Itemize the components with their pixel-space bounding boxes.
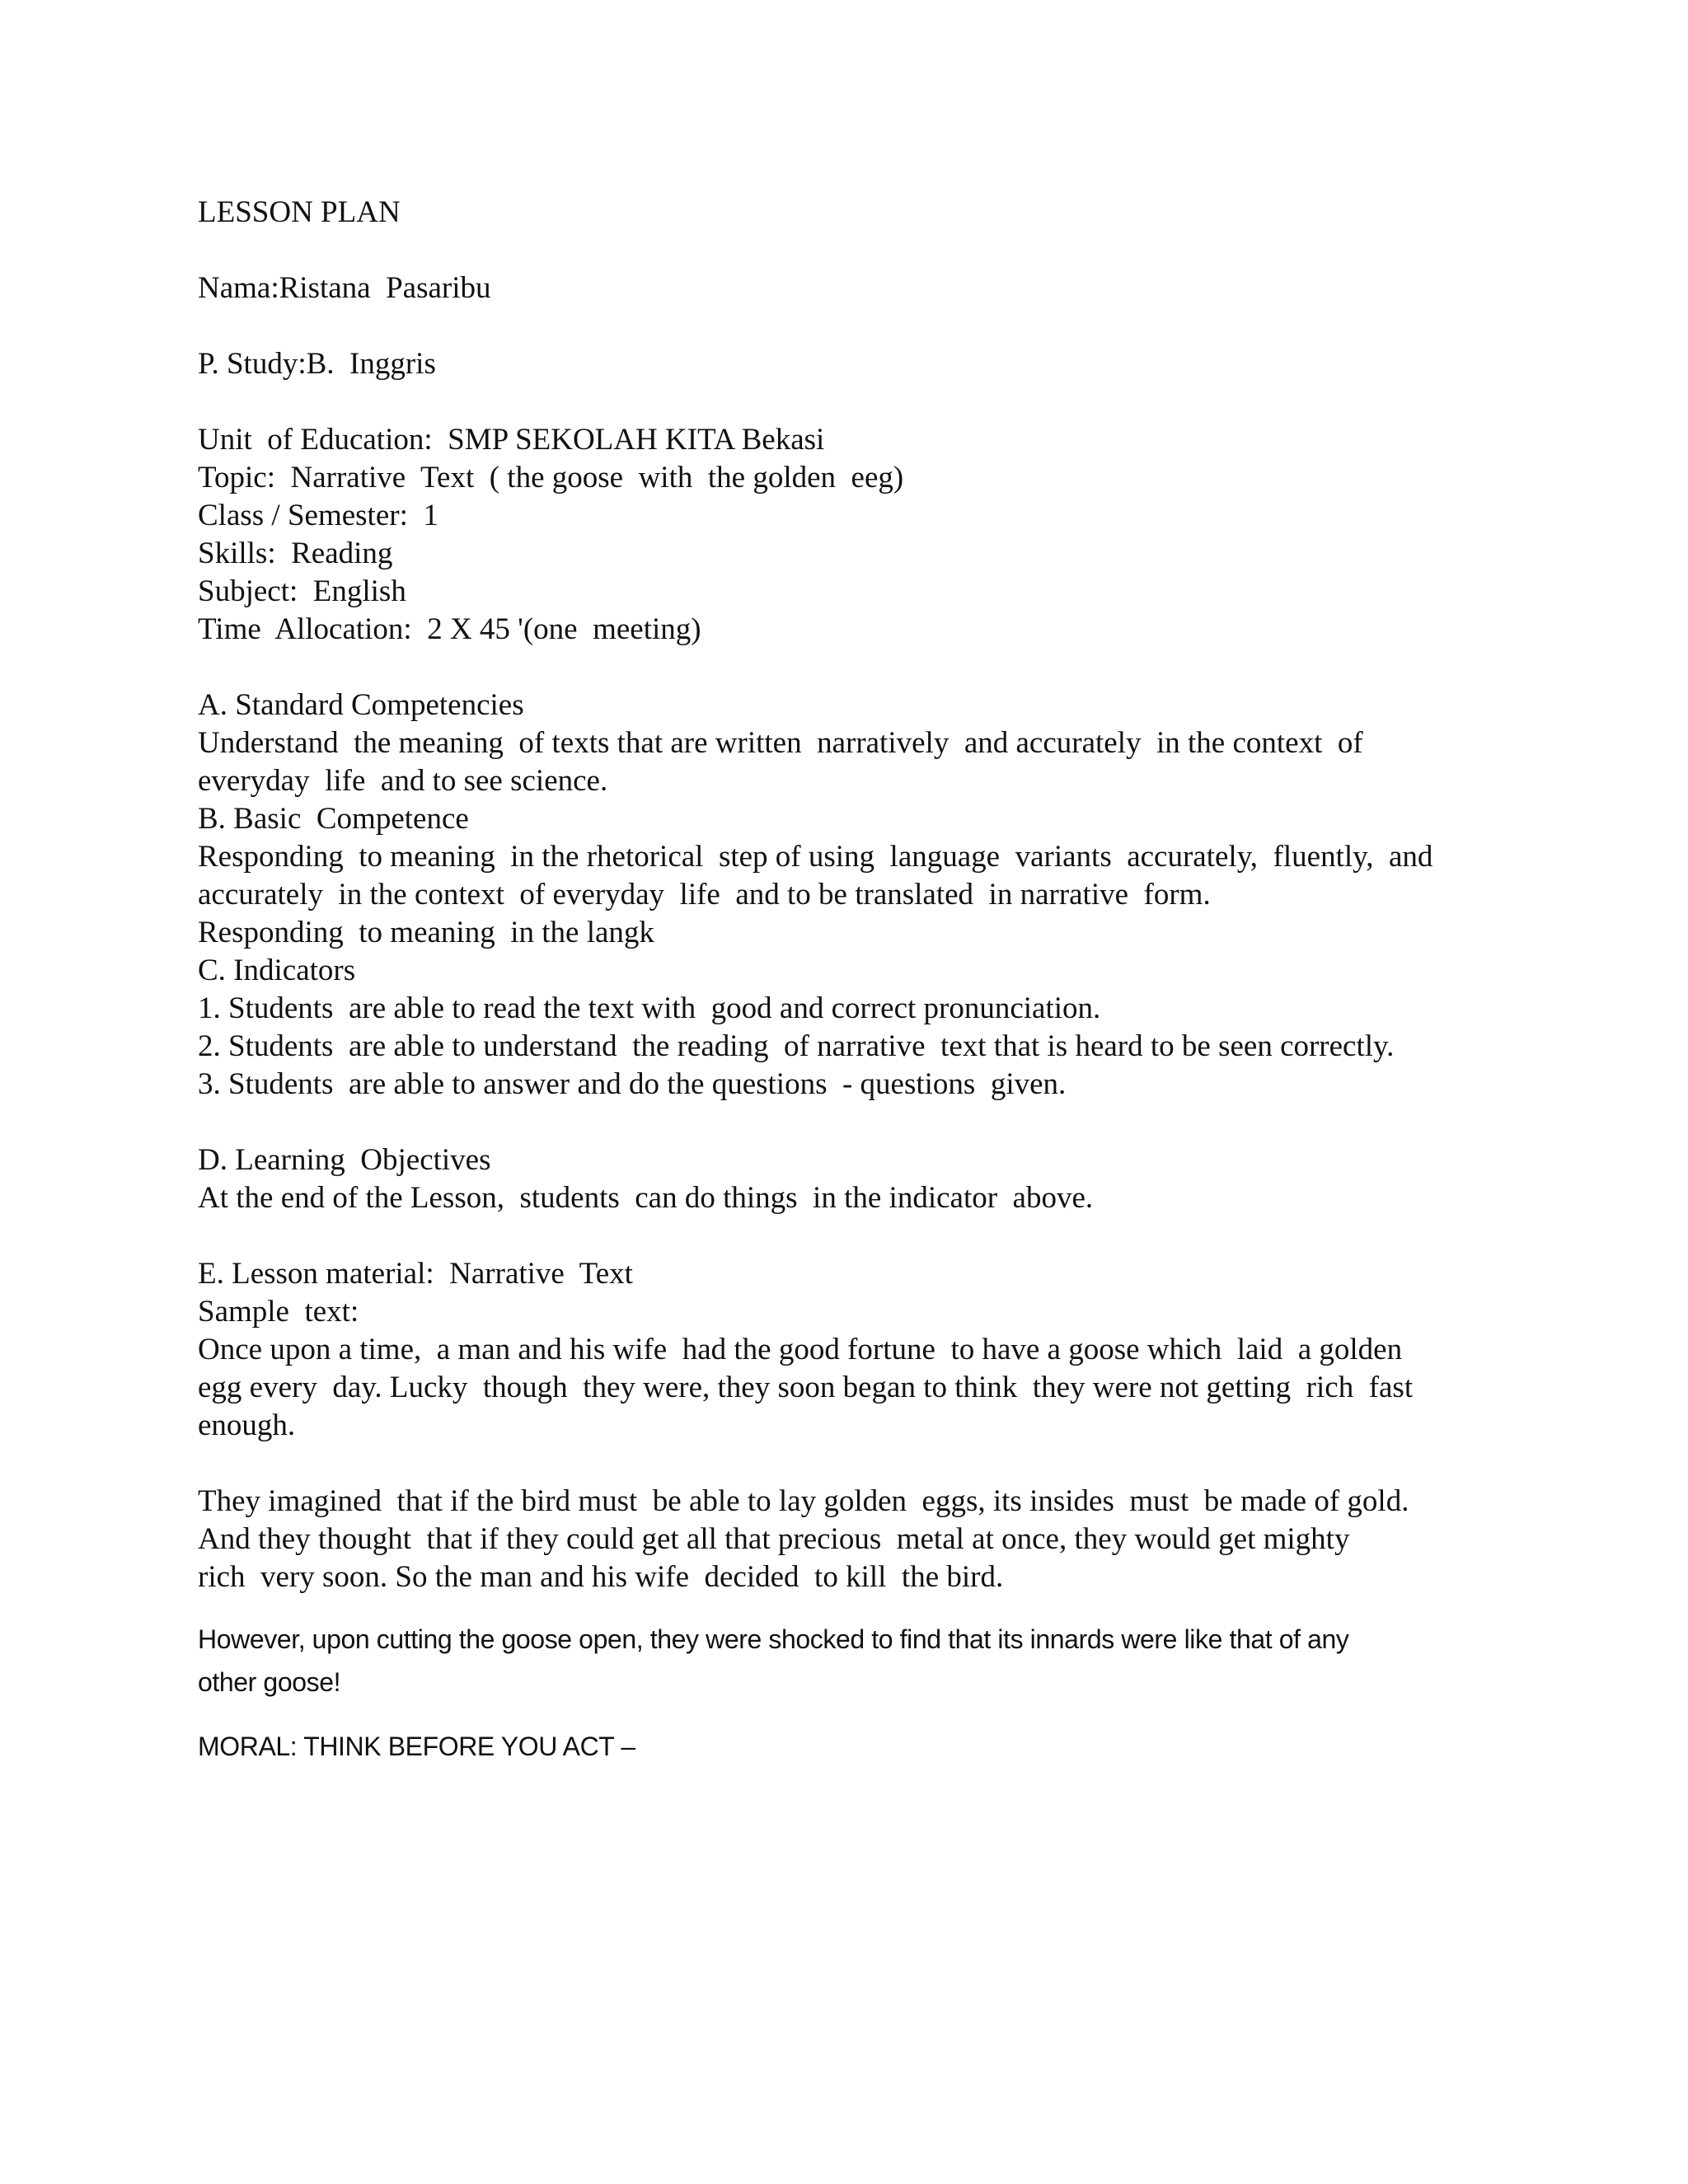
section-d-heading: D. Learning Objectives <box>198 1143 491 1177</box>
story-paragraph-1-line: egg every day. Lucky though they were, they soon began to think they were not getting rich fast <box>198 1371 1414 1404</box>
story-paragraph-1-line: enough. <box>198 1408 296 1442</box>
unit-of-education: Unit of Education: SMP SEKOLAH KITA Bekasi <box>198 423 825 457</box>
indicator-item: 2. Students are able to understand the reading of narrative text that is heard to be seen correctly. <box>198 1029 1395 1063</box>
section-b-line: Responding to meaning in the rhetorical step of using language variants accurately, fluently, and <box>198 840 1433 874</box>
indicator-item: 3. Students are able to answer and do the questions - questions given. <box>198 1067 1067 1101</box>
skills: Skills: Reading <box>198 537 393 570</box>
section-b-line: Responding to meaning in the langk <box>198 916 654 949</box>
class-semester: Class / Semester: 1 <box>198 499 438 532</box>
spacer <box>198 1596 1484 1618</box>
spacer <box>198 232 1484 269</box>
spacer <box>198 1217 1484 1255</box>
story-paragraph-3-line: However, upon cutting the goose open, they were shocked to find that its innards were like that of any <box>198 1624 1349 1654</box>
story-paragraph-3-line: other goose! <box>198 1667 341 1697</box>
indicator-item: 1. Students are able to read the text with good and correct pronunciation. <box>198 991 1101 1025</box>
section-e-heading: E. Lesson material: Narrative Text <box>198 1257 633 1291</box>
document-title: LESSON PLAN <box>198 195 401 229</box>
story-paragraph-1-line: Once upon a time, a man and his wife had the good fortune to have a goose which laid a golden <box>198 1333 1403 1366</box>
spacer <box>198 649 1484 687</box>
study-program: P. Study:B. Inggris <box>198 347 436 381</box>
subject: Subject: English <box>198 574 406 608</box>
spacer <box>198 1104 1484 1141</box>
moral-line: MORAL: THINK BEFORE YOU ACT – <box>198 1732 635 1761</box>
sample-text-label: Sample text: <box>198 1295 359 1329</box>
story-paragraph-2-line: rich very soon. So the man and his wife decided to kill the bird. <box>198 1560 1004 1594</box>
story-paragraph-2-line: They imagined that if the bird must be able to lay golden eggs, its insides must be made of gold. <box>198 1484 1409 1518</box>
section-b-heading: B. Basic Competence <box>198 802 469 836</box>
topic: Topic: Narrative Text ( the goose with the golden eeg) <box>198 461 904 494</box>
section-b-line: accurately in the context of everyday life and to be translated in narrative form. <box>198 878 1211 912</box>
spacer <box>198 383 1484 421</box>
spacer <box>198 1704 1484 1725</box>
spacer <box>198 307 1484 345</box>
section-c-heading: C. Indicators <box>198 954 356 987</box>
student-name: Nama:Ristana Pasaribu <box>198 271 491 305</box>
spacer <box>198 1445 1484 1483</box>
section-d-line: At the end of the Lesson, students can do things in the indicator above. <box>198 1181 1094 1215</box>
section-a-heading: A. Standard Competencies <box>198 688 524 722</box>
story-paragraph-2-line: And they thought that if they could get all that precious metal at once, they would get mighty <box>198 1522 1350 1556</box>
lesson-plan-body <box>198 194 1484 1768</box>
time-allocation: Time Allocation: 2 X 45 '(one meeting) <box>198 612 701 646</box>
section-a-line: Understand the meaning of texts that are written narratively and accurately in the context of <box>198 726 1363 760</box>
section-a-line: everyday life and to see science. <box>198 764 608 798</box>
